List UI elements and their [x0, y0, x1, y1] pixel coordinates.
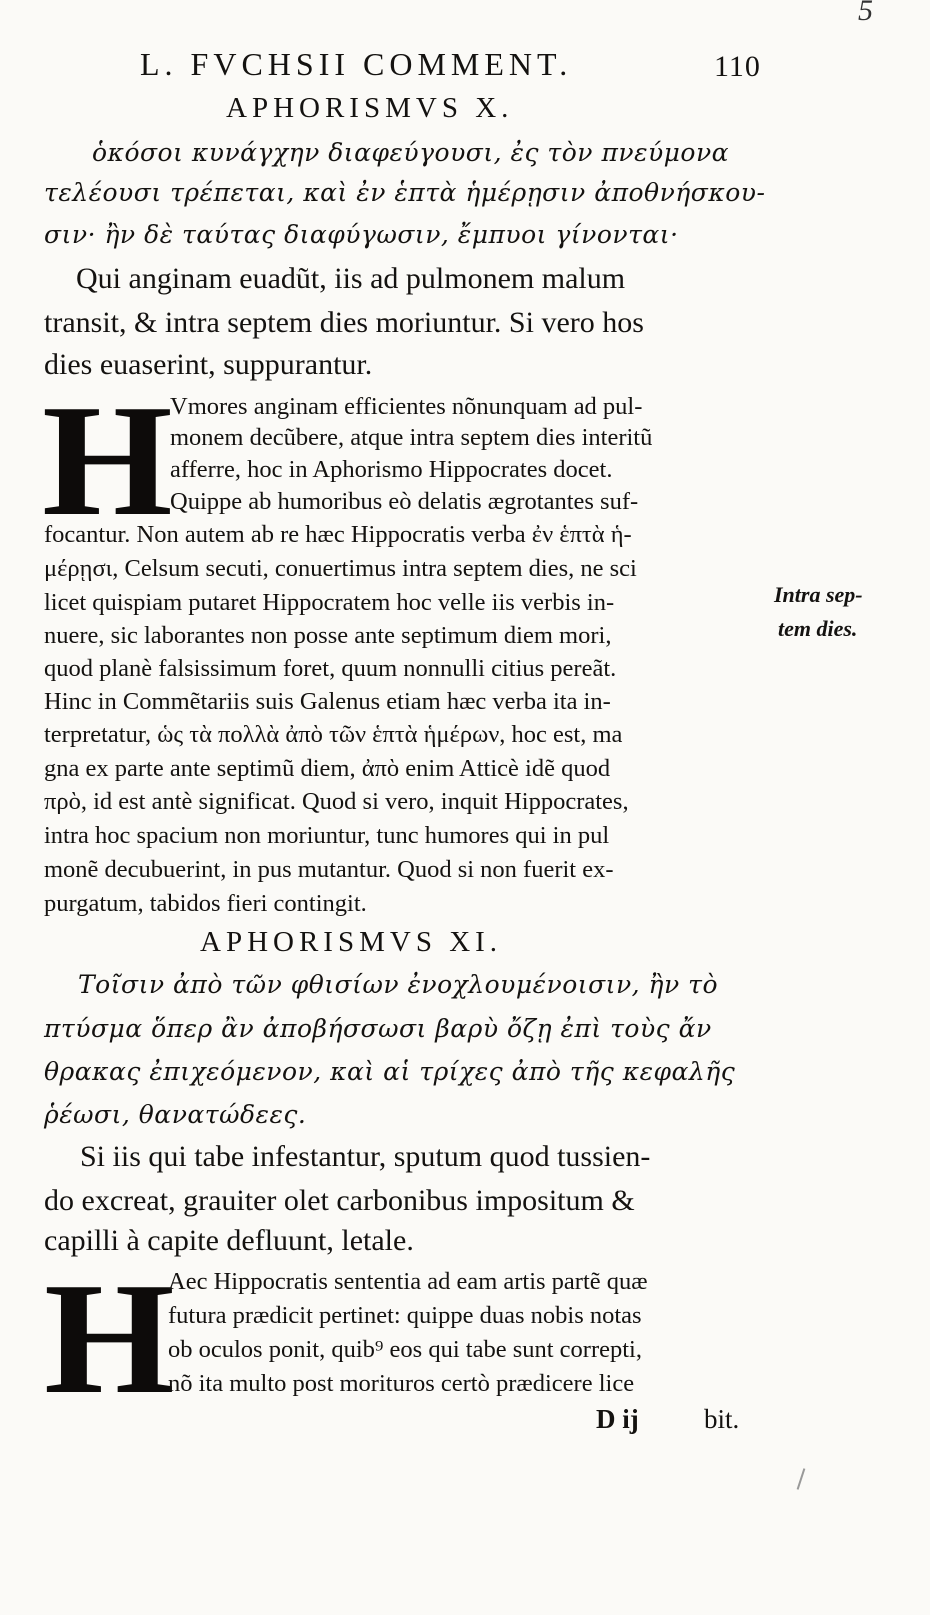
drop-cap-initial: H — [44, 1249, 175, 1427]
commentary-line: nõ ita multo post morituros certò prædicere lice — [168, 1370, 635, 1397]
commentary-line: purgatum, tabidos fieri contingit. — [44, 890, 367, 917]
margin-note-line: Intra sep- — [774, 582, 863, 607]
commentary-line: licet quispiam putaret Hippocratem hoc velle iis verbis in- — [44, 589, 615, 616]
page-number: 110 — [714, 50, 761, 83]
aphorism-10-greek-line: ὁκόσοι κυνάγχην διαφεύγουσι, ἐς τὸν πνεύμονα — [92, 138, 730, 167]
commentary-line: Aec Hippocratis sententia ad eam artis partẽ quæ — [168, 1268, 648, 1295]
aphorism-10-greek-line: σιν· ἢν δὲ ταύτας διαφύγωσιν, ἔμπυοι γίνονται· — [44, 220, 679, 249]
stray-pen-mark — [797, 1468, 806, 1490]
commentary-line: monẽ decubuerint, in pus mutantur. Quod si non fuerit ex- — [44, 856, 614, 883]
aphorism-10-latin-line: Qui anginam euadũt, iis ad pulmonem malum — [76, 262, 626, 295]
commentary-line: nuere, sic laborantes non posse ante septimum diem mori, — [44, 622, 612, 649]
corner-mark: 5 — [858, 0, 873, 27]
aphorism-10-greek-line: τελέουσι τρέπεται, καὶ ἐν ἑπτὰ ἡμέρῃσιν ἀποθνήσκου- — [44, 178, 766, 207]
commentary-line: Quippe ab humoribus eò delatis ægrotantes suf- — [170, 488, 639, 515]
commentary-line: futura prædicit pertinet: quippe duas nobis notas — [168, 1302, 642, 1329]
aphorism-11-greek-line: πτύσμα ὅπερ ἂν ἀποβήσσωσι βαρὺ ὄζῃ ἐπὶ τοὺς ἄν — [44, 1014, 712, 1043]
margin-note-line: tem dies. — [778, 616, 858, 641]
commentary-line: μέρῃσι, Celsum secuti, conuertimus intra septem dies, ne sci — [44, 555, 637, 582]
aphorism-11-latin-line: capilli à capite defluunt, letale. — [44, 1224, 414, 1257]
aphorism-10-latin-line: transit, & intra septem dies moriuntur. Si vero hos — [44, 306, 644, 339]
commentary-line: Hinc in Commẽtariis suis Galenus etiam hæc verba ita in- — [44, 688, 611, 715]
aphorism-11-greek-line: θρακας ἐπιχεόμενον, καὶ αἱ τρίχες ἀπὸ τῆς κεφαλῆς — [44, 1057, 736, 1086]
signature-mark: D ij — [596, 1404, 639, 1434]
commentary-line: gna ex parte ante septimũ diem, ἀπὸ enim Atticè idẽ quod — [44, 755, 611, 782]
aphorism-11-heading: APHORISMVS XI. — [200, 926, 503, 958]
aphorism-11-greek-line: Τοῖσιν ἀπὸ τῶν φθισίων ἐνοχλουμένοισιν, ἢν τὸ — [78, 970, 719, 999]
commentary-line: quod planè falsissimum foret, quum nonnulli citius pereãt. — [44, 655, 617, 682]
commentary-line: monem decũbere, atque intra septem dies interitũ — [170, 424, 653, 451]
running-head: L. FVCHSII COMMENT. — [140, 46, 573, 82]
aphorism-11-greek-line: ῥέωσι, θανατώδεες. — [44, 1100, 307, 1129]
catchword: bit. — [704, 1404, 740, 1434]
aphorism-10-heading: APHORISMVS X. — [226, 92, 514, 124]
commentary-line: focantur. Non autem ab re hæc Hippocratis verba ἐν ἑπτὰ ἡ- — [44, 521, 632, 548]
commentary-line: afferre, hoc in Aphorismo Hippocrates docet. — [170, 456, 613, 483]
commentary-line: Vmores anginam efficientes nõnunquam ad pul- — [170, 393, 643, 420]
commentary-line: ob oculos ponit, quib⁹ eos qui tabe sunt correpti, — [168, 1336, 642, 1363]
aphorism-10-latin-line: dies euaserint, suppurantur. — [44, 348, 373, 381]
drop-cap-initial: H — [42, 371, 173, 549]
aphorism-11-latin-line: do excreat, grauiter olet carbonibus impositum & — [44, 1184, 635, 1217]
aphorism-11-latin-line: Si iis qui tabe infestantur, sputum quod tussien- — [80, 1140, 651, 1173]
commentary-line: terpretatur, ὡς τὰ πολλὰ ἀπὸ τῶν ἑπτὰ ἡμέρων, hoc est, ma — [44, 721, 623, 748]
commentary-line: intra hoc spacium non moriuntur, tunc humores qui in pul — [44, 822, 610, 849]
commentary-line: πρὸ, id est antè significat. Quod si vero, inquit Hippocrates, — [44, 788, 629, 815]
